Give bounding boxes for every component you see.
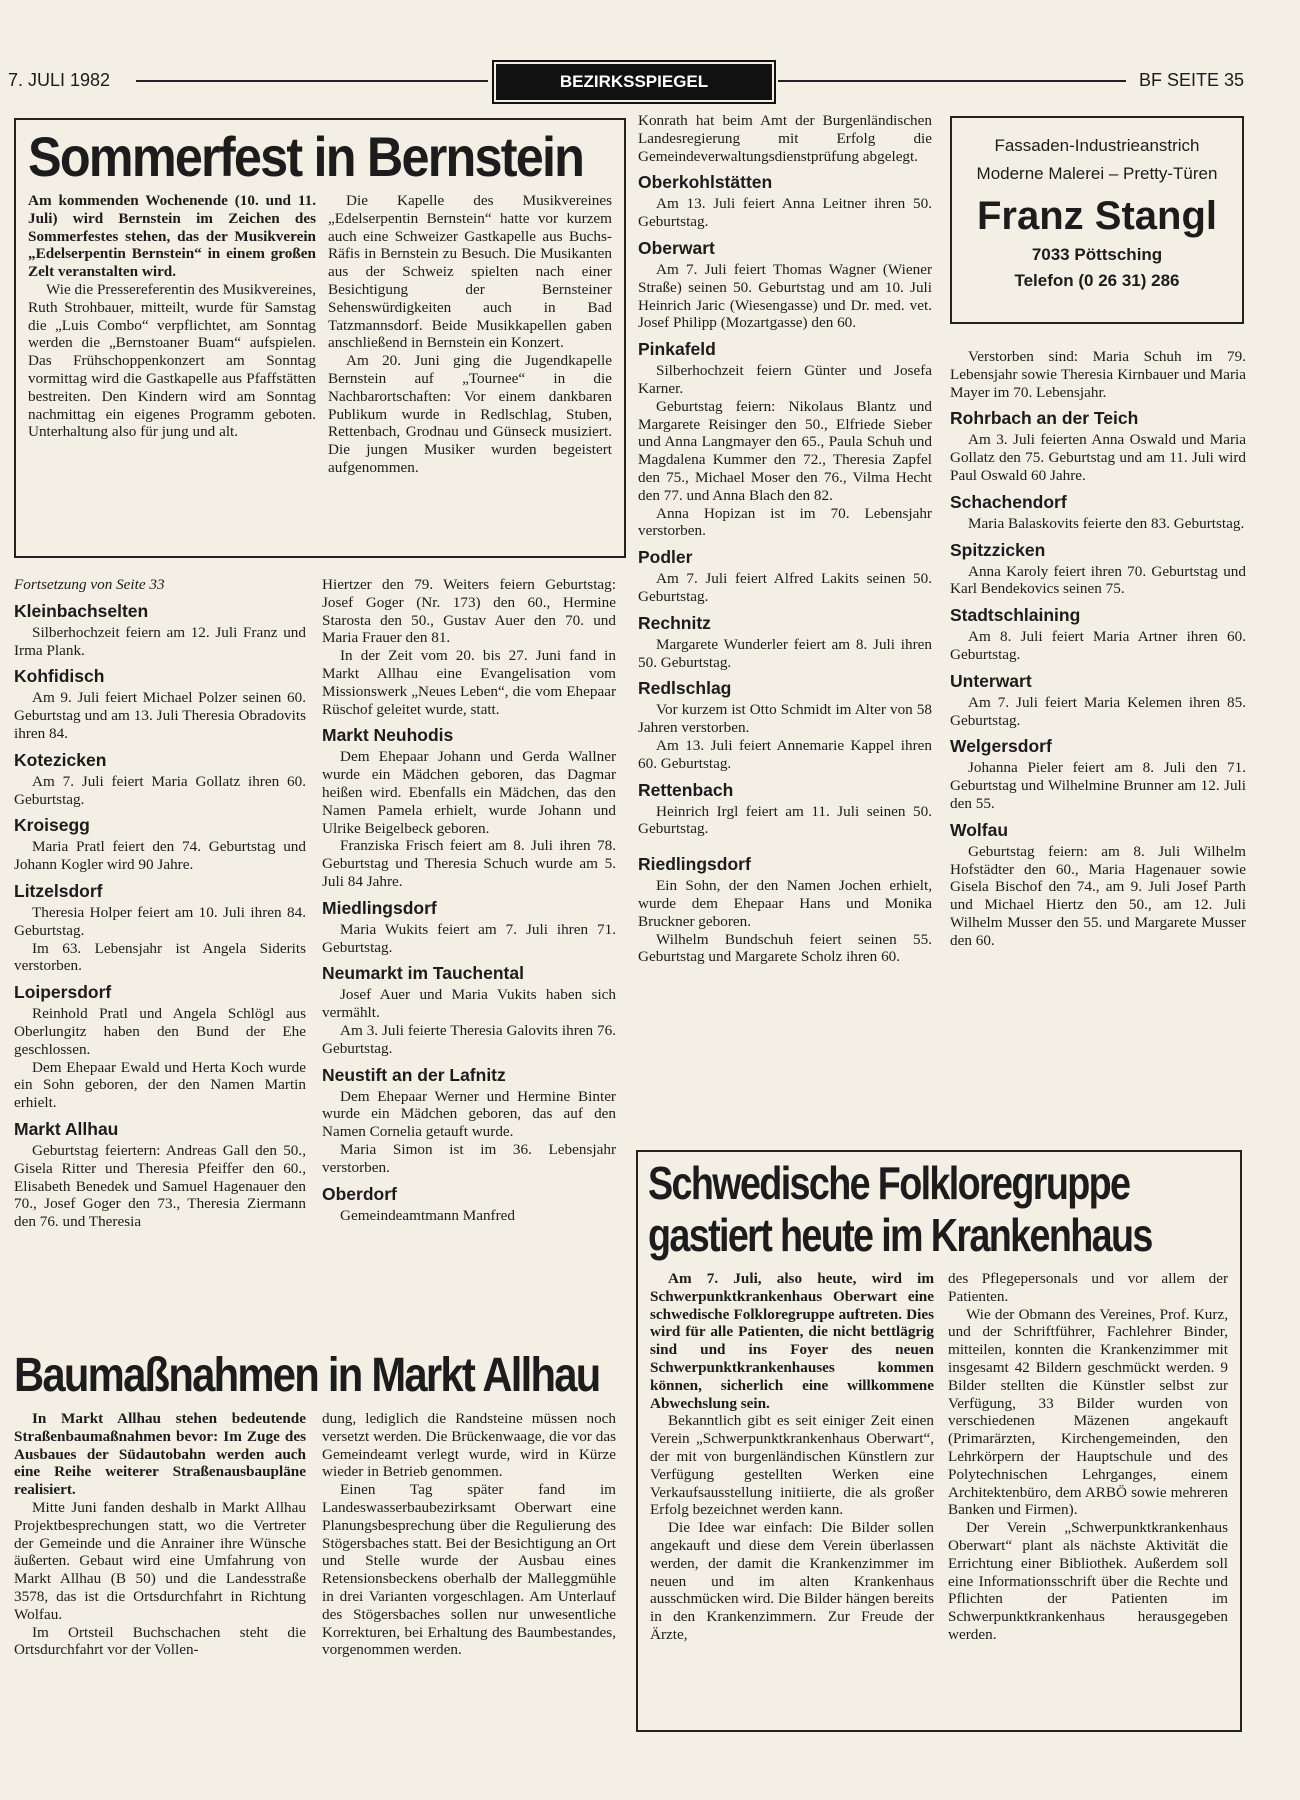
text-pinkafeld-1: Silberhochzeit feiern Günter und Josefa Karner. [638, 362, 932, 397]
text-wolfau: Geburtstag feiern: am 8. Juli Wilhelm Hofstädter den 60., Maria Hagenauer sowie Gisela Bischof den 74., am 9. Juli Josef Parth und Michael Hiertz den 50., am 12. Juli Wilhelm Musser den 55. und Margarete Musser den 60. [950, 842, 1246, 949]
text-rechnitz: Margarete Wunderler feiert am 8. Juli ihren 50. Geburtstag. [638, 635, 932, 671]
ad-company-name: Franz Stangl [976, 194, 1218, 238]
heading-schachendorf: Schachendorf [950, 491, 1067, 512]
article-folklore-headline-2: gastiert heute im Krankenhaus [648, 1209, 1152, 1261]
text-miedlingsdorf: Maria Wukits feiert am 7. Juli ihren 71. Geburtstag. [322, 920, 616, 956]
heading-miedlingsdorf: Miedlingsdorf [322, 897, 437, 918]
heading-neumarkt: Neumarkt im Tauchental [322, 963, 524, 984]
text-neumarkt-1: Josef Auer und Maria Vukits haben sich vermählt. [322, 986, 616, 1022]
article-bau-col2 [322, 1410, 616, 1659]
text-rettenbach: Heinrich Irgl feiert am 11. Juli seinen 50. Geburtstag. [638, 802, 932, 838]
text-kroisegg: Maria Pratl feiert den 74. Geburtstag und Johann Kogler wird 90 Jahre. [14, 838, 306, 874]
article-bau-p3: dung, lediglich die Randsteine müssen noch versetzt werden. Die Brückenwaage, die vor das Gemeindeamt verlegt wurde, wird in Kürze wieder in Betrieb genommen. [322, 1410, 616, 1481]
article-sommerfest-lead: Am kommenden Wochenende (10. und 11. Juli) wird Bernstein im Zeichen des Sommerfestes stehen, das der Musikverein „Edelserpentin Bernstein“ in einem großen Zelt veranstalten wird. [28, 192, 316, 281]
text-spitzzicken: Anna Karoly feiert ihren 70. Geburtstag und Karl Bendekovics seinen 75. [950, 562, 1246, 598]
heading-oberkohlstaetten: Oberkohlstätten [638, 172, 773, 193]
news-column-4 [950, 348, 1246, 950]
text-loipersdorf-1: Reinhold Pratl und Angela Schlögl aus Oberlungitz haben den Bund der Ehe geschlossen. [14, 1005, 306, 1058]
heading-markt-allhau: Markt Allhau [14, 1118, 119, 1139]
article-folklore-headline-1: Schwedische Folkloregruppe [648, 1157, 1130, 1209]
text-riedlingsdorf-1: Ein Sohn, der den Namen Jochen erhielt, wurde dem Ehepaar Hans und Monika Bruckner geboren. [638, 877, 932, 930]
heading-markt-neuhodis: Markt Neuhodis [322, 725, 454, 746]
text-stadtschlaining-deaths: Verstorben sind: Maria Schuh im 79. Lebensjahr sowie Theresia Kirnbauer und Maria Mayer im 70. Lebensjahr. [950, 348, 1246, 401]
text-unterwart: Am 7. Juli feiert Maria Kelemen ihren 85. Geburtstag. [950, 693, 1246, 729]
article-sommerfest-col1 [28, 192, 316, 441]
text-oberkohlstaetten: Am 13. Juli feiert Anna Leitner ihren 50. Geburtstag. [638, 195, 932, 231]
text-neuhodis-2: Franziska Frisch feiert am 8. Juli ihren 78. Geburtstag und Theresia Schuch wurde am 5. Juli 84 Jahre. [322, 837, 616, 890]
text-neuhodis-1: Dem Ehepaar Johann und Gerda Wallner wurde ein Mädchen geboren, das Dagmar heißen wird. Ebenfalls ein Mädchen, das den Namen Pamela erhielt, wurde Johann und Ulrike Beigelbeck geboren. [322, 748, 616, 837]
heading-podler: Podler [638, 547, 693, 568]
heading-welgersdorf: Welgersdorf [950, 736, 1052, 757]
text-kotezicken: Am 7. Juli feiert Maria Gollatz ihren 60. Geburtstag. [14, 772, 306, 808]
text-redlschlag-1: Vor kurzem ist Otto Schmidt im Alter von 58 Jahren verstorben. [638, 701, 932, 737]
heading-rechnitz: Rechnitz [638, 612, 711, 633]
article-folklore-p2: Die Idee war einfach: Die Bilder sollen angekauft und diese dem Verein überlassen werden, der damit die Krankenzimmer im neuen und im alten Krankenhaus ausschmücken wird. Die Bilder hängen bereits in den Krankenzimmern. Zur Freude der Ärzte, [650, 1519, 934, 1643]
text-litzelsdorf-2: Im 63. Lebensjahr ist Angela Siderits verstorben. [14, 939, 306, 975]
news-column-2 [322, 576, 616, 1224]
article-folklore-lead: Am 7. Juli, also heute, wird im Schwerpunktkrankenhaus Oberwart eine schwedische Folkloregruppe auftreten. Dies wird für alle Patienten, die nicht bettlägrig sind und ins Foyer des neuen Schwerpunktkrankenhauses kommen können, sicherlich eine willkommene Abwechslung sein. [650, 1270, 934, 1412]
text-neustift-2: Maria Simon ist im 36. Lebensjahr verstorben. [322, 1140, 616, 1176]
masthead [8, 64, 1244, 100]
text-neumarkt-2: Am 3. Juli feierte Theresia Galovits ihren 76. Geburtstag. [322, 1021, 616, 1057]
article-folklore-p4: Wie der Obmann des Vereines, Prof. Kurz, und der Schriftführer, Fachlehrer Binder, mitteilen, konnten die Krankenzimmer mit insgesamt 42 Bildern geschmückt werden. 9 Bilder stellten die Künstler selbst zur Verfügung, 33 Bilder wurden von verschiedenen Mäzenen angekauft (Primarärzten, Kirchengemeinden, den Lehrkörpern der Hauptschule und des Polytechnischen Lehrganges, einem Architektenbüro, dem ARBÖ sowie mehreren Banken und Firmen). [948, 1305, 1228, 1519]
page-number: BF SEITE 35 [1138, 70, 1244, 90]
text-rohrbach: Am 3. Juli feierten Anna Oswald und Maria Gollatz den 75. Geburtstag und am 11. Juli wird Paul Oswald 60 Jahre. [950, 431, 1246, 484]
article-sommerfest-headline: Sommerfest in Bernstein [28, 125, 584, 188]
article-bau-lead: In Markt Allhau stehen bedeutende Straßenbaumaßnahmen bevor: Im Zuge des Ausbaues der Südautobahn werden auch eine Reihe weiterer Straßenausbaupläne realisiert. [14, 1410, 306, 1499]
article-bau-p1: Mitte Juni fanden deshalb in Markt Allhau Projektbesprechungen statt, wo die Vertreter der Gemeinde und die Anrainer ihre Wünsche äußerten. Gebaut wird eine Umfahrung von Markt Allhau (B 50) und die Landesstraße 3578, das ist die Ortsdurchfahrt in Richtung Wolfau. [14, 1498, 306, 1623]
news-column-3 [638, 112, 932, 966]
issue-date: 7. JULI 1982 [8, 70, 111, 90]
article-sommerfest-p2: Die Kapelle des Musikvereines „Edelserpentin Bernstein“ hatte vor kurzem auch eine Schweizer Gastkapelle aus Buchs-Räfis in Bernstein zu Besuch. Die Musikanten aus der Schweiz spielten nach einer Besichtigung der Bernsteiner Sehenswürdigkeiten auch in Bad Tatzmannsdorf. Beide Musikkapellen gaben anschließend in Bernstein ein Konzert. [328, 192, 612, 352]
article-folklore-col1 [650, 1270, 934, 1644]
heading-redlschlag: Redlschlag [638, 678, 732, 699]
section-title: BEZIRKSSPIEGEL [496, 64, 772, 100]
news-column-1 [14, 576, 306, 1231]
text-markt-allhau-cont-2: In der Zeit vom 20. bis 27. Juni fand in Markt Allhau eine Evangelisation vom Missionswerk „Neues Leben“, die vom Ehepaar Rüschof geleitet wurde, statt. [322, 647, 616, 718]
heading-kohfidisch: Kohfidisch [14, 666, 105, 687]
text-podler: Am 7. Juli feiert Alfred Lakits seinen 50. Geburtstag. [638, 570, 932, 605]
article-folklore-p5: Der Verein „Schwerpunktkrankenhaus Oberwart“ plant als nächste Aktivität die Errichtung einer Bibliothek. Außerdem soll eine Informationsschrift über die Rechte und Pflichten der Patienten im Schwerpunktkrankenhaus herausgegeben werden. [948, 1519, 1228, 1643]
heading-stadtschlaining: Stadtschlaining [950, 605, 1081, 626]
text-kleinbachselten: Silberhochzeit feiern am 12. Juli Franz und Irma Plank. [14, 623, 306, 659]
text-markt-allhau: Geburtstag feiertern: Andreas Gall den 50., Gisela Ritter und Theresia Pfeiffer den 60., Elisabeth Benedek und Samuel Hagenauer den 70., Josef Goger den 73., Theresia Ziermann den 76. und Theresia [14, 1141, 306, 1231]
masthead-rule-right [778, 80, 1126, 82]
ad-line-1: Fassaden-Industrieanstrich [994, 136, 1200, 155]
text-riedlingsdorf-2: Wilhelm Bundschuh feiert seinen 55. Geburtstag und Margarete Scholz ihren 60. [638, 930, 932, 966]
article-sommerfest-col2 [328, 192, 612, 477]
heading-loipersdorf: Loipersdorf [14, 982, 112, 1003]
article-sommerfest-box [14, 118, 626, 558]
article-bau-headline: Baumaßnahmen in Markt Allhau [14, 1349, 600, 1402]
heading-pinkafeld: Pinkafeld [638, 339, 716, 360]
article-folklore-box [636, 1150, 1242, 1732]
heading-unterwart: Unterwart [950, 670, 1032, 691]
text-welgersdorf: Johanna Pieler feiert am 8. Juli den 71. Geburtstag und Wilhelmine Brunner am 12. Juli den 55. [950, 759, 1246, 812]
heading-neustift: Neustift an der Lafnitz [322, 1064, 506, 1085]
heading-spitzzicken: Spitzzicken [950, 539, 1046, 560]
article-folklore-p1: Bekanntlich gibt es seit einiger Zeit einen Verein „Schwerpunktkrankenhaus Oberwart“, der mit von burgenländischen Künstlern zur Verfügung gestellten Werken eine Verkaufsausstellung initiierte, die als großer Erfolg bezeichnet werden kann. [650, 1412, 934, 1519]
text-oberwart: Am 7. Juli feiert Thomas Wagner (Wiener Straße) seinen 50. Geburtstag und am 10. Juli Heinrich Jaric (Wiesengasse) und Dr. med. vet. Josef Philipp (Mozartgasse) den 60. [638, 260, 932, 332]
ad-line-2: Moderne Malerei – Pretty-Türen [976, 164, 1218, 183]
heading-oberwart: Oberwart [638, 237, 715, 258]
article-sommerfest-p1: Wie die Pressereferentin des Musikvereines, Ruth Strohbauer, mitteilt, wurde für Samstag die „Luis Combo“ verpflichtet, am Sonntag werden die „Bernstoaner Buam“ aufspielen. Das Frühschoppenkonzert am Sonntag vormittag wird die Gastkapelle aus Pfaffstätten bestreiten. Den Kindern wird am Sonntag nachmittag ein eigenes Programm geboten. Unterhaltung also für jung und alt. [28, 280, 316, 441]
heading-wolfau: Wolfau [950, 819, 1009, 840]
text-schachendorf: Maria Balaskovits feierte den 83. Geburtstag. [968, 514, 1245, 532]
heading-kleinbachselten: Kleinbachselten [14, 600, 149, 621]
masthead-rule-left [136, 80, 488, 82]
ad-phone: Telefon (0 26 31) 286 [1014, 271, 1180, 290]
article-sommerfest-p3: Am 20. Juni ging die Jugendkapelle Bernstein auf „Tournee“ in die Nachbarortschaften: Vor einem dankbaren Publikum wurde in Redlschlag, Stuben, Rettenbach, Grodnau und Günseck musiziert. Die jungen Musiker wurden begeistert aufgenommen. [328, 352, 612, 476]
heading-kroisegg: Kroisegg [14, 815, 90, 836]
text-loipersdorf-2: Dem Ehepaar Ewald und Herta Koch wurde ein Sohn geboren, der den Namen Martin erhielt. [14, 1058, 306, 1112]
article-bau-col1 [14, 1410, 306, 1659]
text-redlschlag-2: Am 13. Juli feiert Annemarie Kappel ihren 60. Geburtstag. [638, 736, 932, 772]
heading-riedlingsdorf: Riedlingsdorf [638, 854, 751, 875]
text-litzelsdorf-1: Theresia Holper feiert am 10. Juli ihren 84. Geburtstag. [14, 903, 306, 939]
heading-rohrbach: Rohrbach an der Teich [950, 408, 1139, 429]
ad-franz-stangl [950, 116, 1244, 324]
text-neustift-1: Dem Ehepaar Werner und Hermine Binter wurde ein Mädchen geboren, das auf den Namen Cornelia getauft wurde. [322, 1087, 616, 1141]
ad-address: 7033 Pöttsching [1031, 245, 1163, 264]
text-kohfidisch: Am 9. Juli feiert Michael Polzer seinen 60. Geburtstag und am 13. Juli Theresia Obradovits ihren 84. [14, 689, 306, 742]
heading-litzelsdorf: Litzelsdorf [14, 880, 103, 901]
text-pinkafeld-3: Anna Hopizan ist im 70. Lebensjahr verstorben. [638, 504, 932, 540]
text-markt-allhau-cont: Hiertzer den 79. Weiters feiern Geburtstag: Josef Goger (Nr. 173) den 60., Hermine Starosta den 50., Gustav Auer den 70. und Maria Frauer den 81. [322, 576, 616, 647]
heading-kotezicken: Kotezicken [14, 749, 107, 770]
article-bau-p4: Einen Tag später fand im Landeswasserbaubezirksamt Oberwart eine Planungsbesprechung über die Regulierung des Stögersbaches statt. Bei der Besichtigung an Ort und Stelle wurde der Ausbau eines Retensionsbeckens oberhalb der Malleggmühle in drei Varianten vorgeschlagen. Am Unterlauf des Stögersbaches sollen nur unwesentliche Korrekturen, bei Erhaltung des Baumbestandes, vorgenommen werden. [322, 1481, 616, 1659]
text-pinkafeld-2: Geburtstag feiern: Nikolaus Blantz und Margarete Reisinger den 50., Elfriede Sieber und Anna Langmayer den 65., Paula Schuh und Magdalena Kummer den 72., Theresia Zapfel den 75., Michael Moser den 76., Vilma Hecht den 77. und Anna Blach den 82. [638, 397, 932, 504]
text-oberdorf: Gemeindeamtmann Manfred [340, 1206, 516, 1224]
heading-rettenbach: Rettenbach [638, 779, 734, 800]
article-folklore-p3: des Pflegepersonals und vor allem der Patienten. [948, 1270, 1228, 1305]
text-stadtschlaining: Am 8. Juli feiert Maria Artner ihren 60. Geburtstag. [950, 628, 1246, 663]
article-bau-p2: Im Ortsteil Buchschachen steht die Ortsdurchfahrt vor der Vollen- [14, 1623, 306, 1659]
article-folklore-col2 [948, 1270, 1228, 1644]
heading-oberdorf: Oberdorf [322, 1183, 397, 1204]
continued-note: Fortsetzung von Seite 33 [14, 576, 165, 593]
text-oberdorf-cont: Konrath hat beim Amt der Burgenländischen Landesregierung mit Erfolg die Gemeindeverwaltungsdienstprüfung abgelegt. [638, 112, 932, 165]
